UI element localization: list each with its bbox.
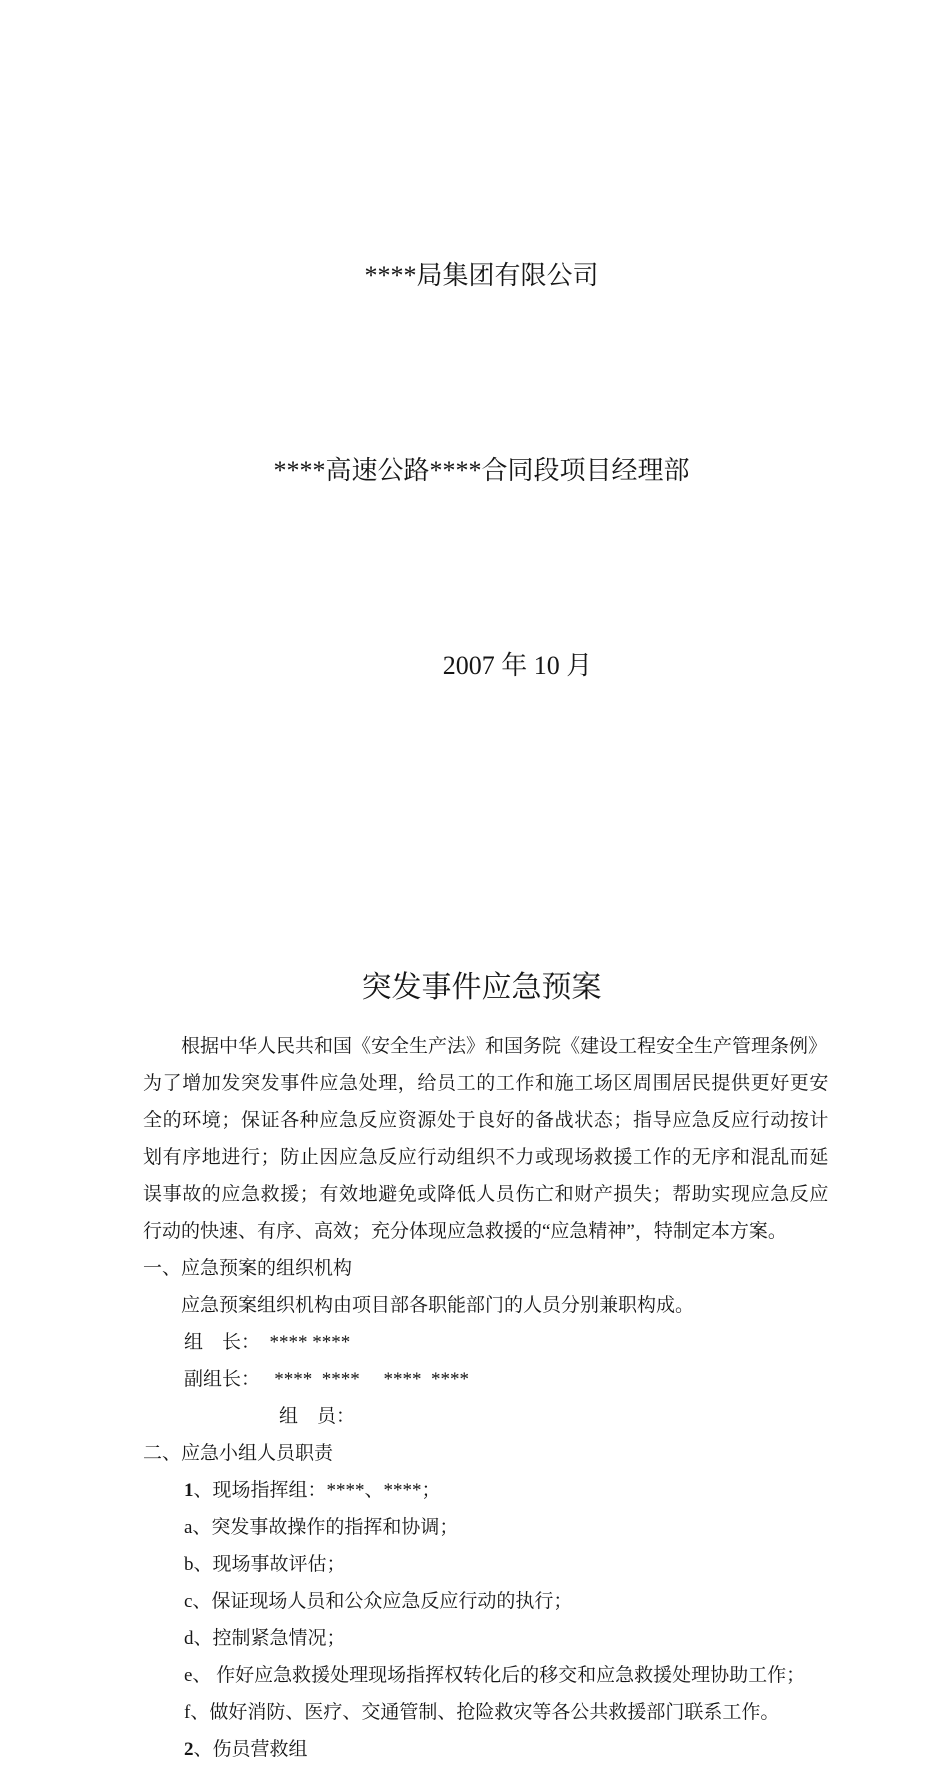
- list-item-a: a、突发事故操作的指挥和协调；: [184, 1517, 459, 1538]
- section-heading-two: 二、应急小组人员职责: [143, 1443, 334, 1464]
- list-item-2-text: 、伤员营救组: [193, 1739, 308, 1760]
- department-name: ****高速公路****合同段项目经理部: [273, 456, 690, 485]
- company-name: ****局集团有限公司: [364, 261, 599, 290]
- intro-paragraph-line-3: 全的环境；保证各种应急反应资源处于良好的备战状态；指导应急反应行动按计: [143, 1110, 830, 1131]
- list-item-c: c、保证现场人员和公众应急反应行动的执行；: [184, 1591, 573, 1612]
- group-member-line: 组 员：: [279, 1406, 356, 1427]
- intro-paragraph-line-2: 为了增加发突发事件应急处理，给员工的工作和施工场区周围居民提供更好更安: [143, 1073, 830, 1094]
- list-item-d: d、控制紧急情况；: [184, 1628, 346, 1649]
- document-body: [143, 1028, 830, 1768]
- intro-paragraph-line-5: 误事故的应急救援；有效地避免或降低人员伤亡和财产损失；帮助实现应急反应: [143, 1184, 830, 1205]
- list-item-2: [143, 1731, 820, 1768]
- list-number-1: 1: [184, 1480, 194, 1501]
- list-item-f: f、做好消防、医疗、交通管制、抢险救灾等各公共救援部门联系工作。: [184, 1702, 780, 1723]
- document-title: 突发事件应急预案: [361, 971, 602, 1004]
- document-header: [143, 0, 820, 828]
- section-heading-one: 一、应急预案的组织机构: [143, 1258, 353, 1279]
- list-item-1-text: 、现场指挥组：****、****；: [193, 1480, 441, 1501]
- group-leader-line: 组 长： **** ****: [184, 1332, 351, 1353]
- intro-paragraph-line-4: 划有序地进行；防止因应急反应行动组织不力或现场救援工作的无序和混乱而延: [143, 1147, 830, 1168]
- list-item-b: b、现场事故评估；: [184, 1554, 346, 1575]
- list-item-e: e、 作好应急救援处理现场指挥权转化后的移交和应急救援处理协助工作；: [184, 1665, 806, 1686]
- intro-paragraph-line-6: 行动的快速、有序、高效；充分体现应急救援的“应急精神”，特制定本方案。: [143, 1221, 787, 1242]
- list-item-1: [143, 1472, 820, 1509]
- deputy-leader-line: 副组长： **** **** **** ****: [184, 1369, 470, 1390]
- document-date: 2007 年 10 月: [442, 651, 593, 680]
- org-structure-line: 应急预案组织机构由项目部各职能部门的人员分别兼职构成。: [181, 1295, 695, 1316]
- intro-paragraph-line-1: 根据中华人民共和国《安全生产法》和国务院《建设工程安全生产管理条例》: [181, 1036, 828, 1057]
- list-number-2: 2: [184, 1739, 194, 1760]
